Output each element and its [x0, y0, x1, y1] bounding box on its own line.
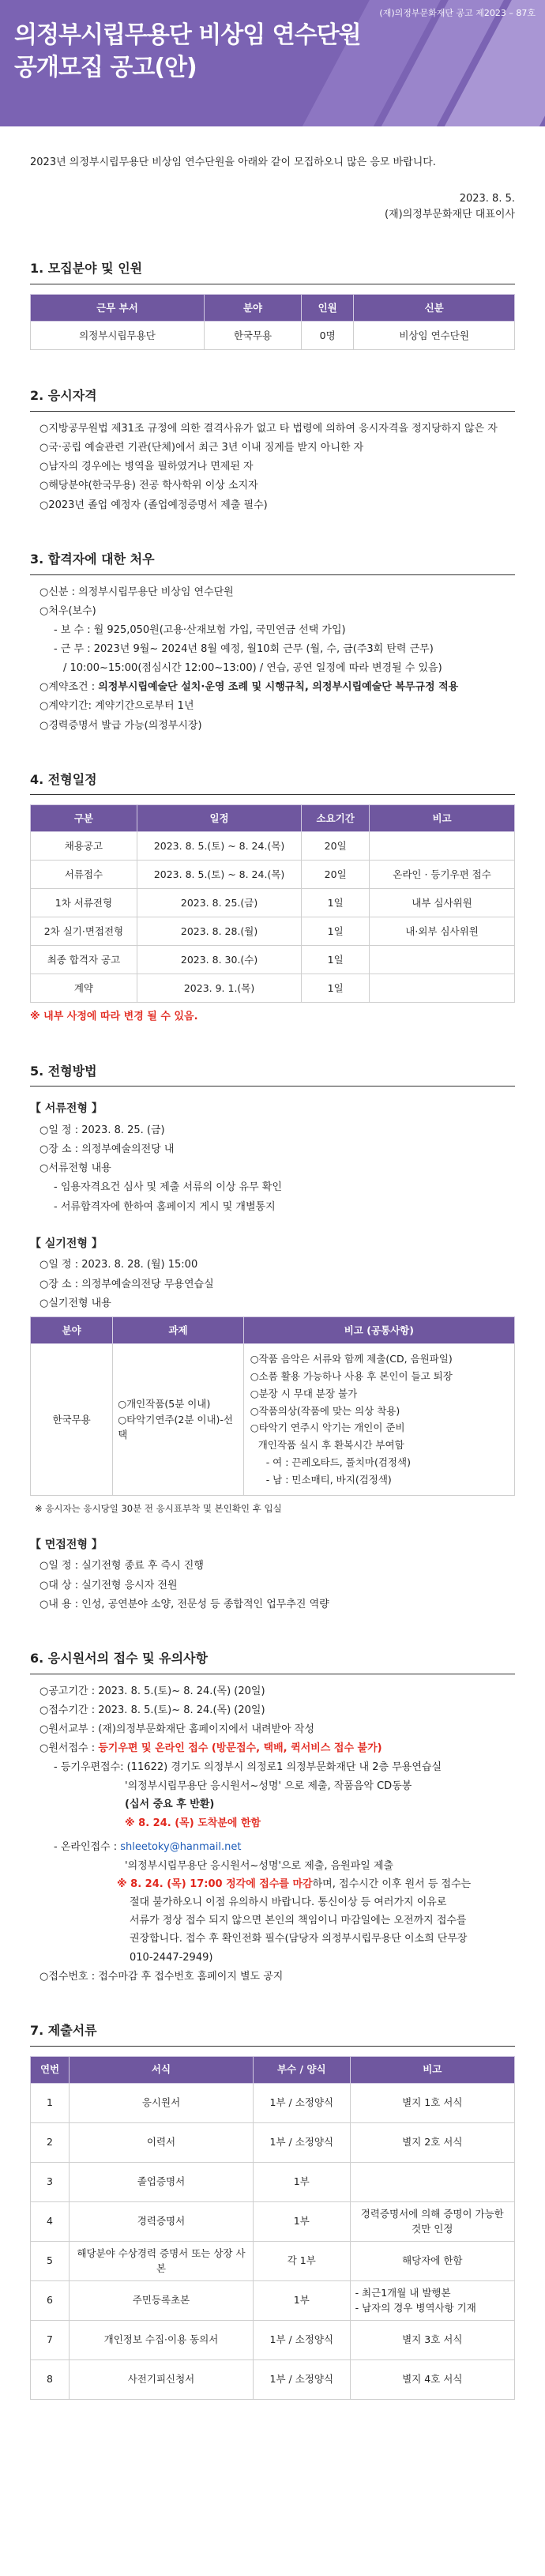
practical-table [30, 1316, 515, 1496]
list-item: ※ 8. 24. (목) 도착분에 한함 [125, 1817, 261, 1829]
notice-org: (재)의정부문화재단 대표이사 [385, 209, 515, 221]
list-item: ※ 8. 24. (목) 17:00 정각에 접수를 마감하며, 접수시간 이후 원서 등 접수는 [117, 1878, 472, 1890]
list-item: ○국·공립 예술관련 기관(단체)에서 최근 3년 이내 징계를 받지 아니한 자 [39, 442, 364, 454]
list-item: ○장 소 : 의정부예술의전당 내 [39, 1143, 175, 1156]
table-header: 분야 [31, 1316, 113, 1343]
table-header: 소요기간 [302, 805, 370, 832]
list-item: - 보 수 : 월 925,050원(고용·산재보험 가입, 국민연금 선택 가입) [54, 623, 346, 636]
notice-number: (재)의정부문화재단 공고 제2023 – 87호 [379, 8, 536, 18]
table-row: 최종 합격자 공고 2023. 8. 30.(수) 1일 [31, 946, 515, 974]
list-item: 절대 불가하오니 이점 유의하시 바랍니다. 통신이상 등 여러가지 이유로 [130, 1896, 447, 1909]
table-row: 한국무용 ○개인작품(5분 이내) ○타악기연주(2분 이내)-선택 ○작품 음악은 서류와 함께 제출(CD, 음원파일) ○소품 활용 가능하나 사용 후 본인이 들고 퇴장 ○분장 시 무대 분장 불가 ○작품의상(작품에 맞는 의상 착용) ○타악기 연주시 악기는 개인이 준비 개인작품 실시 후 환복시간 부여함 - 여 : 끈레오타드, 풀치마(검정색) - 남 : 민소매티, 바지(검정색) [31, 1343, 515, 1495]
list-item: ○경력증명서 발급 가능(의정부시장) [39, 719, 202, 732]
table-row: 7 개인정보 수집·이용 동의서 1부 / 소정양식 별지 3호 서식 [31, 2320, 515, 2359]
list-item: ○원서교부 : (재)의정부문화재단 홈페이지에서 내려받아 작성 [39, 1723, 314, 1735]
table-header: 비고 [370, 805, 515, 832]
list-item: '의정부시립무용단 응시원서~성명' 으로 제출, 작품음악 CD동봉 [125, 1780, 412, 1793]
schedule-table [30, 804, 515, 1003]
table-header: 부수 / 양식 [253, 2056, 350, 2083]
documents-table [30, 2056, 515, 2400]
list-item: ○원서접수 : 등기우편 및 온라인 접수 (방문접수, 택배, 퀵서비스 접수 불가) [39, 1742, 382, 1755]
list-item: ○남자의 경우에는 병역을 필하였거나 면제된 자 [39, 461, 254, 473]
table-row: 5 해당분야 수상경력 증명서 또는 상장 사본 각 1부 해당자에 한함 [31, 2241, 515, 2280]
list-item: ○서류전형 내용 [39, 1162, 111, 1175]
table-row: 2 이력서 1부 / 소정양식 별지 2호 서식 [31, 2122, 515, 2162]
list-item: - 서류합격자에 한하여 홈페이지 게시 및 개별통지 [54, 1200, 276, 1213]
table-row: 8 사전기피신청서 1부 / 소정양식 별지 4호 서식 [31, 2359, 515, 2399]
table-row: 서류접수 2023. 8. 5.(토) ~ 8. 24.(목) 20일 온라인 · 등기우편 접수 [31, 861, 515, 889]
list-item: ○실기전형 내용 [39, 1297, 111, 1309]
table-row: 의정부시립무용단 한국무용 0명 비상임 연수단원 [31, 322, 515, 350]
section-recruitment [0, 259, 545, 350]
list-item: 권장합니다. 접수 후 확인전화 필수(담당자 의정부시립무용단 이소희 단무장 [130, 1933, 468, 1945]
section-documents [0, 2021, 545, 2400]
recruitment-table [30, 294, 515, 350]
section-title: 2. 응시자격 [30, 386, 515, 412]
practical-note: ※ 응시자는 응시당일 30분 전 응시표부착 및 본인확인 후 입실 [35, 1502, 282, 1514]
table-header: 근무 부서 [31, 295, 205, 322]
practical-title: 【 실기전형 】 [30, 1237, 103, 1250]
schedule-note: ※ 내부 사정에 따라 변경 될 수 있음. [30, 1011, 198, 1023]
section-selection [0, 1062, 545, 1613]
table-row: 4 경력증명서 1부 경력증명서에 의해 증명이 가능한 것만 인정 [31, 2201, 515, 2241]
page-title: 의정부시립무용단 비상임 연수단원 공개모집 공고(안) [14, 21, 361, 82]
intro [0, 126, 545, 223]
table-row: 채용공고 2023. 8. 5.(토) ~ 8. 24.(목) 20일 [31, 832, 515, 861]
list-item: (십서 중요 후 반환) [125, 1798, 215, 1811]
table-header: 비고 (공통사항) [243, 1316, 514, 1343]
list-item: ○공고기간 : 2023. 8. 5.(토)~ 8. 24.(목) (20일) [39, 1685, 265, 1697]
table-row: 2차 실기·면접전형 2023. 8. 28.(월) 1일 내·외부 심사위원 [31, 917, 515, 946]
section-qualifications [0, 386, 545, 514]
table-header: 연번 [31, 2056, 70, 2083]
table-header: 분야 [204, 295, 301, 322]
list-item: 010-2447-2949) [130, 1951, 213, 1964]
list-item: ○해당분야(한국무용) 전공 학사학위 이상 소지자 [39, 480, 258, 492]
table-row: 3 졸업증명서 1부 [31, 2162, 515, 2201]
list-item: ○접수번호 : 접수마감 후 접수번호 홈페이지 별도 공지 [39, 1970, 284, 1983]
list-item: - 근 무 : 2023년 9월~ 2024년 8월 예정, 월10회 근무 (월, 수, 금(주3회 탄력 근무) [54, 642, 434, 655]
list-item: ○내 용 : 인성, 공연분야 소양, 전문성 등 종합적인 업무추진 역량 [39, 1598, 329, 1610]
table-row: 1 응시원서 1부 / 소정양식 별지 1호 서식 [31, 2083, 515, 2122]
table-header: 인원 [302, 295, 354, 322]
list-item: ○접수기간 : 2023. 8. 5.(토)~ 8. 24.(목) (20일) [39, 1704, 265, 1716]
section-title: 4. 전형일정 [30, 770, 515, 796]
section-title: 3. 합격자에 대한 처우 [30, 550, 515, 575]
list-item: ○계약기간: 계약기간으로부터 1년 [39, 700, 194, 713]
list-item: ○일 정 : 2023. 8. 28. (월) 15:00 [39, 1259, 198, 1271]
table-row: 1차 서류전형 2023. 8. 25.(금) 1일 내부 심사위원 [31, 889, 515, 917]
list-item: ○대 상 : 실기전형 응시자 전원 [39, 1579, 178, 1591]
table-header: 일정 [137, 805, 301, 832]
table-header: 구분 [31, 805, 137, 832]
section-title: 5. 전형방법 [30, 1062, 515, 1087]
interview-title: 【 면접전형 】 [30, 1538, 103, 1551]
list-item: ○일 정 : 실기전형 종료 후 즉시 진행 [39, 1560, 204, 1572]
intro-text: 2023년 의정부시립무용단 비상임 연수단원을 아래와 같이 모집하오니 많은 응모 바랍니다. [30, 156, 436, 168]
email-link[interactable]: shleetoky@hanmail.net [120, 1840, 242, 1853]
section-schedule [0, 770, 545, 1026]
list-item: - 임용자격요건 심사 및 제출 서류의 이상 유무 확인 [54, 1181, 282, 1194]
table-row: 계약 2023. 9. 1.(목) 1일 [31, 974, 515, 1003]
table-header: 신분 [354, 295, 515, 322]
section-title: 7. 제출서류 [30, 2021, 515, 2047]
list-item: ○2023년 졸업 예정자 (졸업예정증명서 제출 필수) [39, 499, 268, 511]
doc-screening-title: 【 서류전형 】 [30, 1102, 103, 1116]
list-item: / 10:00~15:00(점심시간 12:00~13:00) / 연습, 공연 일정에 따라 변경될 수 있음) [63, 662, 442, 675]
table-header: 비고 [350, 2056, 514, 2083]
list-item: ○신분 : 의정부시립무용단 비상임 연수단원 [39, 586, 234, 598]
list-item: ○처우(보수) [39, 604, 96, 617]
list-item: ○계약조건 : 의정부시립예술단 설치·운영 조례 및 시행규칙, 의정부시립예술단 복무규정 적용 [39, 681, 459, 694]
list-item: - 온라인접수 : shleetoky@hanmail.net [54, 1840, 242, 1853]
list-item: '의정부시립무용단 응시원서~성명'으로 제출, 음원파일 제출 [125, 1859, 394, 1872]
section-application [0, 1649, 545, 1985]
list-item: - 등기우편접수: (11622) 경기도 의정부시 의정로1 의정부문화재단 내 2층 무용연습실 [54, 1761, 442, 1774]
list-item: ○장 소 : 의정부예술의전당 무용연습실 [39, 1278, 214, 1290]
notice-date: 2023. 8. 5. [459, 193, 515, 205]
header-banner [0, 0, 545, 126]
table-header: 과제 [113, 1316, 244, 1343]
table-header: 서식 [70, 2056, 254, 2083]
table-row: 6 주민등록초본 1부 - 최근1개월 내 발행본 - 남자의 경우 병역사항 기재 [31, 2280, 515, 2320]
section-title: 6. 응시원서의 접수 및 유의사항 [30, 1649, 515, 1674]
list-item: ○지방공무원법 제31조 규정에 의한 결격사유가 없고 타 법령에 의하여 응시자격을 정지당하지 않은 자 [39, 423, 498, 435]
list-item: 서류가 정상 접수 되지 않으면 본인의 책임이니 마감일에는 오전까지 접수를 [130, 1915, 467, 1927]
section-title: 1. 모집분야 및 인원 [30, 259, 515, 284]
list-item: ○일 정 : 2023. 8. 25. (금) [39, 1124, 165, 1137]
section-treatment [0, 550, 545, 734]
